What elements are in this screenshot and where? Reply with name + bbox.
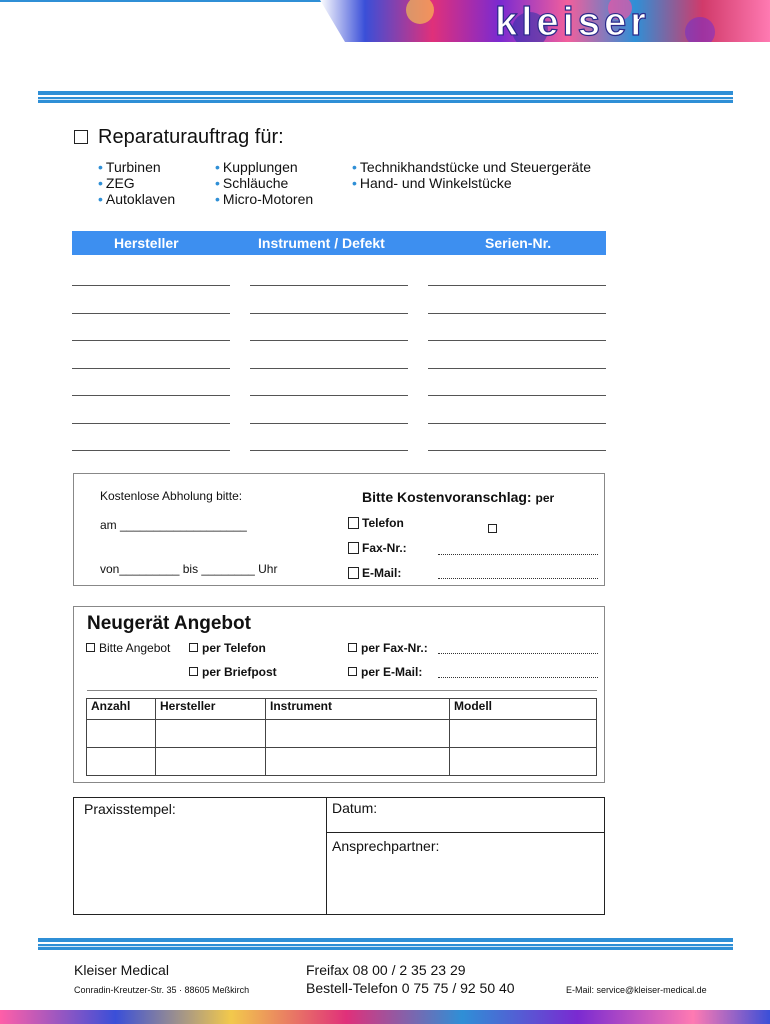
list-item: • Micro-Motoren: [215, 191, 314, 207]
entry-line[interactable]: [250, 368, 408, 369]
repair-order-title: Reparaturauftrag für:: [98, 126, 284, 148]
brand-logo-text: kleiser: [495, 0, 650, 42]
new-device-divider: [87, 690, 597, 691]
entry-line[interactable]: [72, 340, 230, 341]
table-header-row: [87, 699, 597, 720]
entry-line[interactable]: [250, 313, 408, 314]
offer-email-option[interactable]: per E-Mail:: [348, 665, 422, 679]
list-item: • ZEG: [98, 175, 135, 191]
estimate-email-line[interactable]: [438, 578, 598, 579]
estimate-telefon-option[interactable]: Telefon: [348, 516, 404, 530]
repair-type-column-2: [215, 159, 313, 207]
date-label: Datum:: [332, 800, 378, 816]
repair-type-column-3: [352, 159, 591, 191]
table-cell[interactable]: [266, 748, 450, 776]
table-cell[interactable]: [266, 720, 450, 748]
offer-fax-option[interactable]: per Fax-Nr.:: [348, 641, 428, 655]
entry-line[interactable]: [428, 450, 606, 451]
entry-line[interactable]: [72, 368, 230, 369]
header-serial: Serien-Nr.: [485, 235, 552, 251]
entry-line[interactable]: [428, 313, 606, 314]
footer-fax: Freifax 08 00 / 2 35 23 29: [306, 962, 466, 978]
estimate-heading: [362, 489, 554, 505]
table-row[interactable]: [87, 748, 597, 776]
offer-phone-option[interactable]: per Telefon: [189, 641, 266, 655]
offer-email-line[interactable]: [438, 677, 598, 678]
col-manufacturer: Hersteller: [156, 699, 266, 720]
estimate-fax-option[interactable]: Fax-Nr.:: [348, 541, 407, 555]
estimate-per: per: [535, 491, 555, 505]
stamp-section: [73, 797, 605, 915]
top-accent-line: [0, 0, 330, 2]
entry-line[interactable]: [72, 450, 230, 451]
list-item: • Technikhandstücke und Steuergeräte: [352, 159, 592, 175]
offer-request-option[interactable]: Bitte Angebot: [86, 641, 170, 655]
entry-line[interactable]: [428, 368, 606, 369]
header-manufacturer: Hersteller: [114, 235, 179, 251]
table-cell[interactable]: [156, 748, 266, 776]
repair-table-header: [72, 231, 606, 255]
list-item: • Autoklaven: [98, 191, 176, 207]
entry-line[interactable]: [72, 285, 230, 286]
entry-line[interactable]: [72, 395, 230, 396]
footer-color-bar: [0, 1010, 770, 1024]
estimate-extra-checkbox[interactable]: [488, 520, 497, 538]
header-divider-stripe: [38, 91, 733, 103]
repair-order-checkbox[interactable]: [74, 130, 88, 149]
new-device-table: [86, 698, 597, 776]
offer-post-option[interactable]: per Briefpost: [189, 665, 277, 679]
table-cell[interactable]: [87, 748, 156, 776]
footer-phone: Bestell-Telefon 0 75 75 / 92 50 40: [306, 980, 515, 996]
footer-address: Conradin-Kreutzer-Str. 35 · 88605 Meßkirch: [74, 985, 250, 995]
entry-line[interactable]: [250, 285, 408, 286]
brand-banner: [300, 0, 770, 42]
entry-line[interactable]: [250, 450, 408, 451]
entry-line[interactable]: [428, 395, 606, 396]
table-cell[interactable]: [450, 748, 597, 776]
entry-line[interactable]: [250, 340, 408, 341]
footer-email: E-Mail: service@kleiser-medical.de: [566, 985, 707, 995]
footer-company: Kleiser Medical: [74, 962, 169, 978]
col-instrument: Instrument: [266, 699, 450, 720]
stamp-divider-vertical: [326, 798, 327, 914]
col-model: Modell: [450, 699, 597, 720]
pickup-time-field[interactable]: von_________ bis ________ Uhr: [100, 562, 278, 576]
footer-divider-stripe: [38, 938, 733, 950]
entry-line[interactable]: [72, 313, 230, 314]
list-item: • Kupplungen: [215, 159, 298, 175]
table-cell[interactable]: [450, 720, 597, 748]
stamp-divider-horizontal: [326, 832, 604, 833]
new-device-title: Neugerät Angebot: [87, 613, 251, 634]
estimate-fax-line[interactable]: [438, 554, 598, 555]
entry-line[interactable]: [428, 285, 606, 286]
estimate-title: Bitte Kostenvoranschlag:: [362, 489, 532, 505]
list-item: • Hand- und Winkelstücke: [352, 175, 512, 191]
entry-line[interactable]: [250, 395, 408, 396]
entry-line[interactable]: [428, 423, 606, 424]
pickup-date-field[interactable]: am ___________________: [100, 518, 247, 532]
header-instrument: Instrument / Defekt: [258, 235, 385, 251]
table-cell[interactable]: [87, 720, 156, 748]
entry-line[interactable]: [250, 423, 408, 424]
entry-line[interactable]: [72, 423, 230, 424]
entry-line[interactable]: [428, 340, 606, 341]
praxis-stamp-label: Praxisstempel:: [84, 801, 176, 817]
table-row[interactable]: [87, 720, 597, 748]
offer-fax-line[interactable]: [438, 653, 598, 654]
table-cell[interactable]: [156, 720, 266, 748]
estimate-email-option[interactable]: E-Mail:: [348, 566, 401, 580]
contact-person-label: Ansprechpartner:: [332, 838, 440, 854]
list-item: • Turbinen: [98, 159, 161, 175]
list-item: • Schläuche: [215, 175, 289, 191]
pickup-label: Kostenlose Abholung bitte:: [100, 489, 243, 503]
col-quantity: Anzahl: [87, 699, 156, 720]
repair-type-column-1: [98, 159, 175, 207]
